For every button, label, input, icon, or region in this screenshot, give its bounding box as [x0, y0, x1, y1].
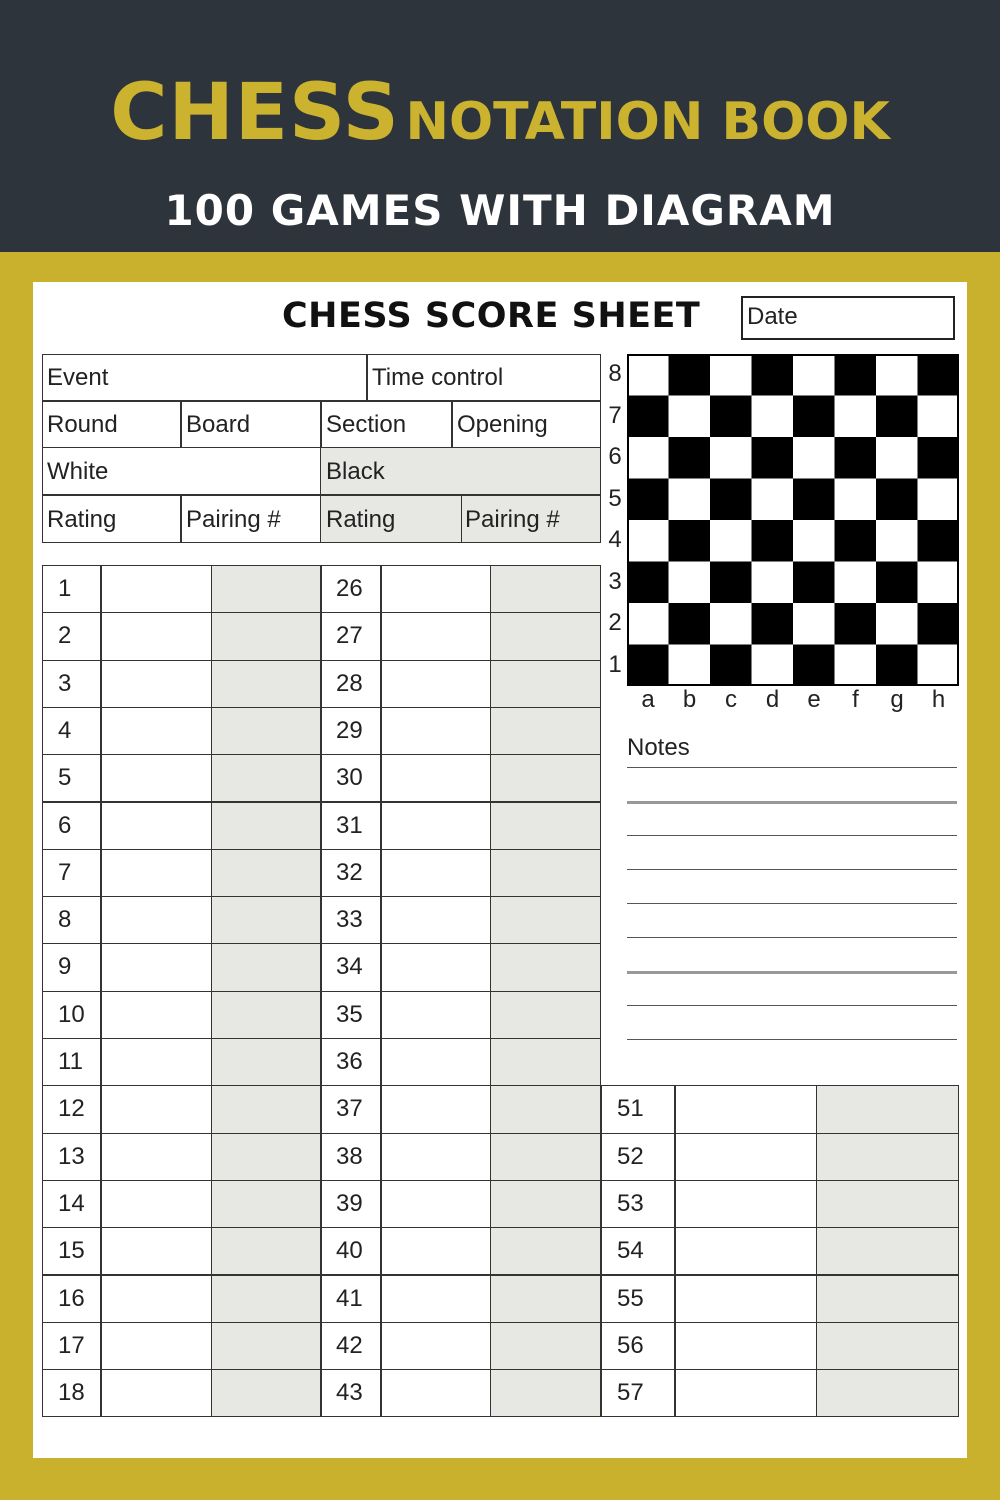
move-number: 26 [336, 575, 363, 602]
board-square [710, 396, 752, 438]
note-line [627, 767, 957, 768]
board-square [793, 479, 835, 521]
note-line [627, 1005, 957, 1006]
move-number: 39 [336, 1189, 363, 1217]
black-move-cell[interactable] [490, 565, 601, 613]
white-move-cell[interactable] [100, 1275, 213, 1323]
board-square [918, 437, 960, 479]
move-number: 41 [336, 1284, 363, 1312]
move-number: 40 [336, 1237, 363, 1265]
black-move-cell[interactable] [816, 1133, 959, 1181]
board-square [918, 562, 960, 604]
white-move-cell[interactable] [380, 896, 492, 944]
move-number: 31 [336, 811, 363, 839]
move-number: 55 [617, 1284, 644, 1312]
board-square [669, 603, 711, 645]
chess-board-diagram [627, 354, 959, 686]
white-move-cell[interactable] [380, 1180, 492, 1228]
white-move-cell[interactable] [380, 1085, 492, 1133]
move-number: 38 [336, 1142, 363, 1170]
board-square [710, 645, 752, 687]
board-label: Board [186, 411, 251, 438]
white-move-cell[interactable] [674, 1085, 818, 1133]
move-number: 53 [617, 1189, 644, 1217]
board-square [876, 562, 918, 604]
black-move-cell[interactable] [816, 1322, 959, 1370]
white-move-cell[interactable] [100, 896, 213, 944]
move-number: 51 [617, 1095, 644, 1123]
black-move-cell[interactable] [490, 754, 601, 802]
file-label: e [807, 686, 821, 713]
white-move-cell[interactable] [100, 754, 213, 802]
black-move-cell[interactable] [490, 802, 601, 850]
white-move-cell[interactable] [100, 802, 213, 850]
black-move-cell[interactable] [490, 707, 601, 755]
black-move-cell[interactable] [490, 1085, 601, 1133]
board-square [918, 396, 960, 438]
board-square [793, 396, 835, 438]
black-move-cell[interactable] [490, 1227, 601, 1275]
move-number: 1 [58, 575, 72, 602]
black-label: Black [326, 458, 385, 485]
black-move-cell[interactable] [490, 612, 601, 660]
board-square [752, 562, 794, 604]
move-number: 9 [58, 953, 72, 981]
white-move-cell[interactable] [380, 660, 492, 708]
black-move-cell[interactable] [490, 1322, 601, 1370]
white-move-cell[interactable] [674, 1322, 818, 1370]
title-notation-book: NOTATION BOOK [405, 92, 890, 152]
move-number: 37 [336, 1095, 363, 1123]
rank-label: 6 [608, 443, 622, 470]
board-square [710, 562, 752, 604]
black-move-cell[interactable] [816, 1085, 959, 1133]
board-square [793, 603, 835, 645]
move-number: 52 [617, 1142, 644, 1170]
board-square [876, 396, 918, 438]
rank-label: 3 [608, 567, 622, 595]
move-number: 43 [336, 1379, 363, 1407]
white-label: White [47, 458, 109, 485]
black-move-cell[interactable] [490, 991, 601, 1039]
white-move-cell[interactable] [100, 943, 213, 991]
white-move-cell[interactable] [380, 754, 492, 802]
board-square [752, 354, 794, 396]
board-square [918, 354, 960, 396]
white-move-cell[interactable] [380, 565, 492, 613]
black-move-cell[interactable] [211, 802, 322, 850]
move-number: 14 [58, 1189, 85, 1217]
board-square [918, 479, 960, 521]
title-chess: CHESS [110, 68, 400, 158]
white-move-cell[interactable] [380, 1322, 492, 1370]
date-label: Date [747, 303, 798, 330]
move-number: 15 [58, 1237, 85, 1265]
white-move-cell[interactable] [380, 802, 492, 850]
rank-label: 5 [608, 484, 622, 512]
section-label: Section [326, 411, 407, 438]
black-pairing-label: Pairing # [465, 506, 560, 533]
black-move-cell[interactable] [211, 1085, 322, 1133]
black-move-cell[interactable] [211, 1369, 322, 1417]
black-move-cell[interactable] [211, 849, 322, 897]
board-square [918, 645, 960, 687]
round-label: Round [47, 411, 118, 438]
white-move-cell[interactable] [100, 707, 213, 755]
black-move-cell[interactable] [211, 707, 322, 755]
move-number: 4 [58, 716, 72, 744]
white-move-cell[interactable] [100, 991, 213, 1039]
board-square [669, 437, 711, 479]
black-move-cell[interactable] [211, 1322, 322, 1370]
file-label: f [852, 686, 859, 713]
board-square [835, 520, 877, 562]
black-move-cell[interactable] [211, 565, 322, 613]
event-label: Event [47, 364, 109, 391]
board-square [669, 562, 711, 604]
move-number-cell [42, 565, 102, 613]
opening-label: Opening [457, 411, 548, 438]
white-move-cell[interactable] [380, 707, 492, 755]
note-line [627, 869, 957, 870]
board-square [876, 520, 918, 562]
move-number: 2 [58, 622, 72, 650]
black-move-cell[interactable] [211, 896, 322, 944]
black-move-cell[interactable] [490, 943, 601, 991]
black-move-cell[interactable] [490, 896, 601, 944]
move-number: 8 [58, 906, 72, 934]
note-line [627, 835, 957, 836]
move-number: 17 [58, 1331, 85, 1359]
white-move-cell[interactable] [674, 1133, 818, 1181]
note-line [627, 801, 957, 804]
board-square [669, 354, 711, 396]
black-move-cell[interactable] [211, 1133, 322, 1181]
black-move-cell[interactable] [816, 1227, 959, 1275]
note-line [627, 937, 957, 938]
white-move-cell[interactable] [380, 1275, 492, 1323]
move-number: 56 [617, 1331, 644, 1359]
board-square [793, 354, 835, 396]
time-control-label: Time control [372, 364, 504, 391]
move-number: 27 [336, 622, 363, 650]
move-number: 36 [336, 1048, 363, 1075]
board-square [876, 354, 918, 396]
black-move-cell[interactable] [490, 1275, 601, 1323]
white-move-cell[interactable] [380, 612, 492, 660]
black-move-cell[interactable] [816, 1275, 959, 1323]
black-move-cell[interactable] [816, 1369, 959, 1417]
note-line [627, 1039, 957, 1040]
white-move-cell[interactable] [100, 1180, 213, 1228]
white-move-cell[interactable] [100, 1227, 213, 1275]
white-move-cell[interactable] [380, 1227, 492, 1275]
board-square [752, 520, 794, 562]
black-move-cell[interactable] [490, 1369, 601, 1417]
board-square [876, 437, 918, 479]
move-number-cell [42, 707, 102, 755]
black-move-cell[interactable] [490, 1180, 601, 1228]
black-move-cell[interactable] [490, 1133, 601, 1181]
board-square [835, 437, 877, 479]
board-square [669, 645, 711, 687]
board-square [835, 396, 877, 438]
black-move-cell[interactable] [490, 1038, 601, 1086]
board-square [752, 479, 794, 521]
board-square [793, 562, 835, 604]
board-square [752, 396, 794, 438]
white-move-cell[interactable] [100, 660, 213, 708]
white-move-cell[interactable] [380, 943, 492, 991]
white-move-cell[interactable] [100, 1133, 213, 1181]
move-number: 32 [336, 858, 363, 886]
move-number: 13 [58, 1142, 85, 1170]
white-move-cell[interactable] [674, 1275, 818, 1323]
rank-label: 8 [608, 360, 622, 387]
board-square [752, 437, 794, 479]
move-number: 28 [336, 669, 363, 697]
white-move-cell[interactable] [380, 849, 492, 897]
white-move-cell[interactable] [380, 1038, 492, 1086]
move-number: 10 [58, 1000, 85, 1028]
file-label: a [641, 686, 655, 713]
white-move-cell[interactable] [380, 1369, 492, 1417]
board-square [752, 603, 794, 645]
black-move-cell[interactable] [211, 1227, 322, 1275]
board-square [793, 437, 835, 479]
board-square [835, 354, 877, 396]
black-move-cell[interactable] [490, 660, 601, 708]
white-move-cell[interactable] [674, 1180, 818, 1228]
board-square [835, 603, 877, 645]
black-move-cell[interactable] [211, 991, 322, 1039]
move-number-cell [42, 849, 102, 897]
board-square [876, 479, 918, 521]
book-title [0, 68, 1000, 158]
white-move-cell[interactable] [674, 1227, 818, 1275]
white-pairing-label: Pairing # [186, 506, 281, 533]
move-number-cell [42, 612, 102, 660]
sheet-title: CHESS SCORE SHEET [282, 296, 701, 336]
board-square [710, 603, 752, 645]
rank-label: 7 [608, 401, 622, 429]
note-line [627, 903, 957, 904]
black-move-cell[interactable] [211, 1275, 322, 1323]
move-number-cell [42, 896, 102, 944]
board-square [669, 479, 711, 521]
file-label: h [931, 686, 946, 713]
move-number: 16 [58, 1284, 85, 1312]
board-square [793, 645, 835, 687]
file-label: c [725, 686, 737, 713]
board-square [752, 645, 794, 687]
white-move-cell[interactable] [100, 1085, 213, 1133]
move-number: 57 [617, 1379, 644, 1407]
board-square [710, 479, 752, 521]
move-number: 54 [617, 1237, 644, 1265]
move-number: 11 [58, 1048, 83, 1075]
white-move-cell[interactable] [380, 1133, 492, 1181]
move-number: 12 [58, 1095, 85, 1123]
black-move-cell[interactable] [211, 754, 322, 802]
black-move-cell[interactable] [211, 612, 322, 660]
white-move-cell[interactable] [100, 849, 213, 897]
move-number: 3 [58, 669, 72, 697]
move-number-cell [42, 802, 102, 850]
board-square [835, 562, 877, 604]
board-square [793, 520, 835, 562]
move-number: 34 [336, 953, 363, 981]
move-number-cell [42, 660, 102, 708]
board-square [918, 520, 960, 562]
move-number: 6 [58, 811, 72, 839]
black-move-cell[interactable] [211, 1038, 322, 1086]
white-move-cell[interactable] [100, 1369, 213, 1417]
rank-label: 1 [608, 650, 622, 678]
move-number: 5 [58, 764, 72, 792]
board-square [876, 603, 918, 645]
black-move-cell[interactable] [211, 1180, 322, 1228]
note-line [627, 971, 957, 974]
board-square [710, 437, 752, 479]
file-label: d [765, 686, 780, 713]
white-move-cell[interactable] [100, 1322, 213, 1370]
board-square [710, 520, 752, 562]
white-move-cell[interactable] [100, 612, 213, 660]
black-move-cell[interactable] [816, 1180, 959, 1228]
rank-label: 2 [608, 609, 622, 636]
black-rating-label: Rating [326, 506, 396, 533]
file-label: g [890, 686, 904, 713]
file-label: b [682, 686, 697, 713]
board-square [835, 479, 877, 521]
notes-label: Notes [627, 734, 690, 761]
white-move-cell[interactable] [100, 565, 213, 613]
board-square [835, 645, 877, 687]
board-square [669, 396, 711, 438]
rank-label: 4 [608, 526, 622, 553]
book-subtitle: 100 GAMES WITH DIAGRAM [164, 186, 836, 235]
white-move-cell[interactable] [100, 1038, 213, 1086]
black-move-cell[interactable] [490, 849, 601, 897]
move-number-cell [42, 754, 102, 802]
board-square [669, 520, 711, 562]
board-square [876, 645, 918, 687]
move-number: 33 [336, 906, 363, 934]
white-move-cell[interactable] [380, 991, 492, 1039]
move-number: 7 [58, 858, 72, 886]
white-rating-label: Rating [47, 506, 117, 533]
move-number: 42 [336, 1331, 363, 1359]
board-square [918, 603, 960, 645]
move-number-cell [42, 943, 102, 991]
move-number: 30 [336, 764, 363, 792]
white-move-cell[interactable] [674, 1369, 818, 1417]
black-move-cell[interactable] [211, 660, 322, 708]
move-number: 29 [336, 716, 363, 744]
black-move-cell[interactable] [211, 943, 322, 991]
move-number: 35 [336, 1000, 363, 1028]
board-square [710, 354, 752, 396]
move-number: 18 [58, 1379, 85, 1407]
